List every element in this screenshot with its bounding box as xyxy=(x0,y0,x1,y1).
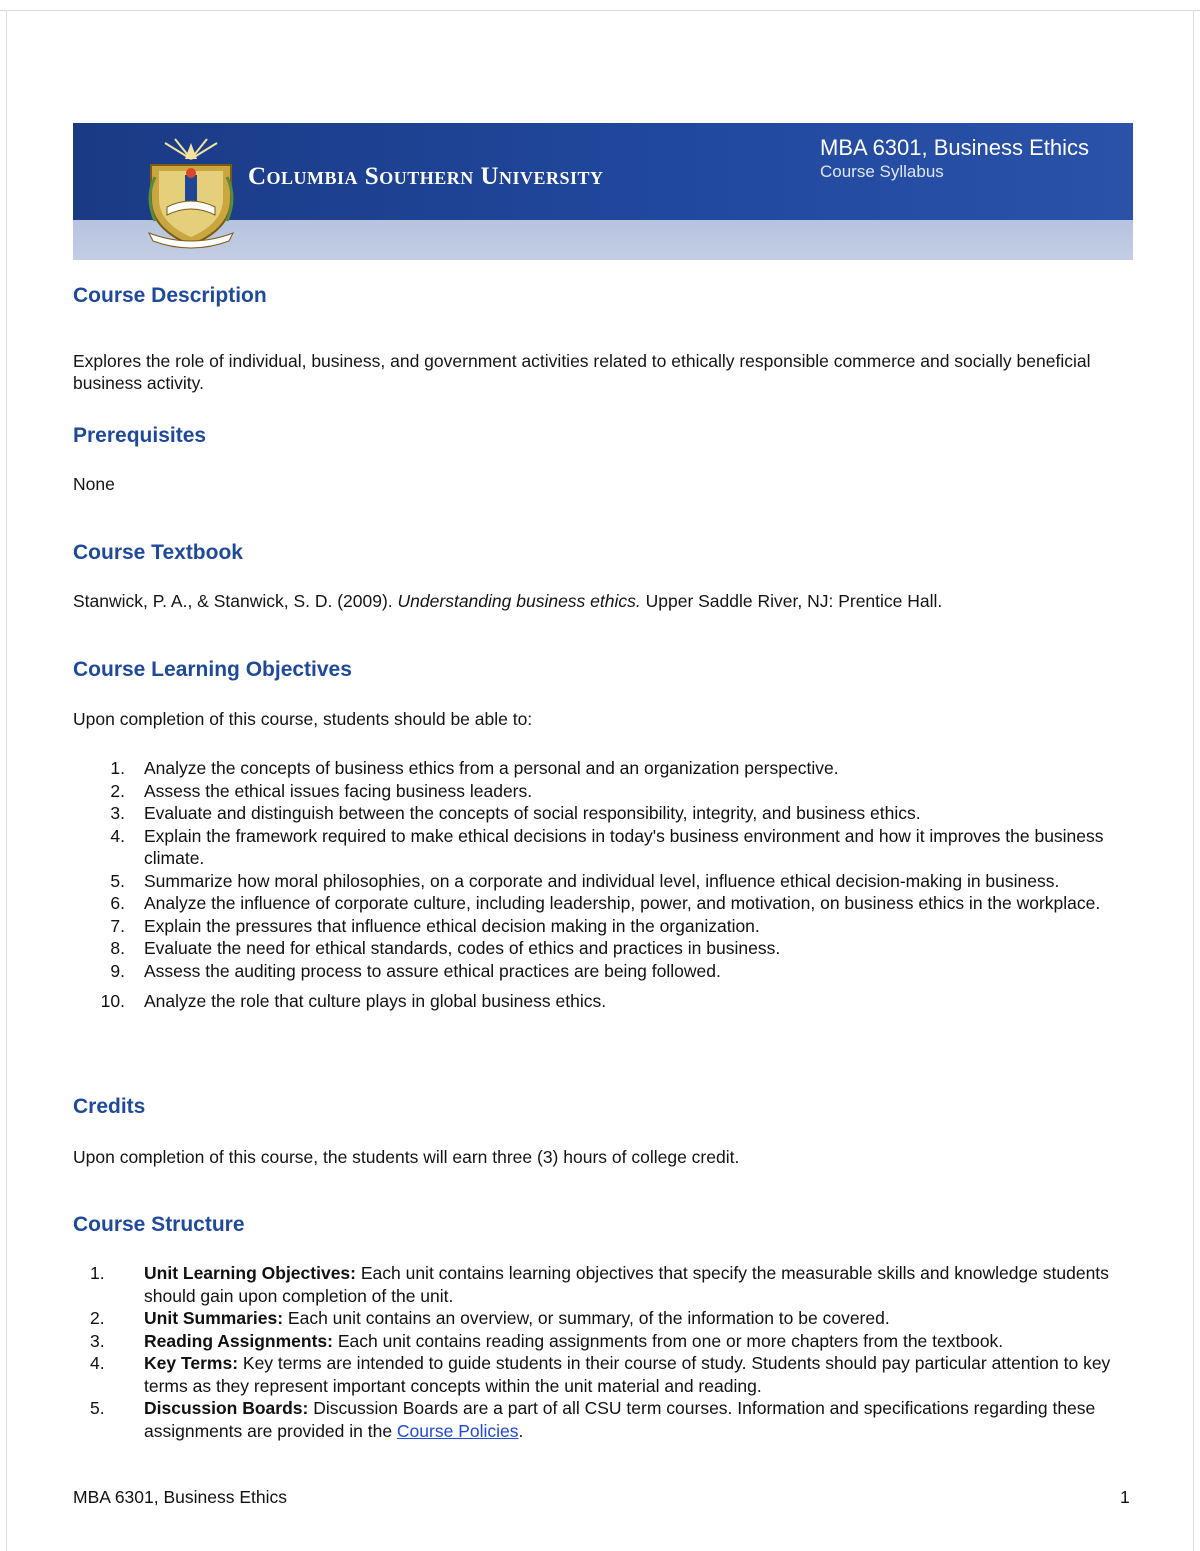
list-item: 5. Discussion Boards: Discussion Boards are a part of all CSU term courses. Information and specifications regarding these assignments are provided in the Course Policies. xyxy=(90,1398,1096,1441)
textbook-authors: Stanwick, P. A., & Stanwick, S. D. (2009). xyxy=(73,591,398,611)
footer-course-name: MBA 6301, Business Ethics xyxy=(73,1487,287,1507)
page-left-border xyxy=(6,10,7,1551)
list-item: 7. Explain the pressures that influence ethical decision making in the organization. xyxy=(110,915,760,936)
list-item: 10. Analyze the role that culture plays in global business ethics. xyxy=(100,991,607,1011)
list-item: 4. Key Terms: Key terms are intended to guide students in their course of study. Students should pay particular attention to key terms as they represent important concepts within the unit material and reading. xyxy=(90,1353,1111,1396)
list-item: 2. Assess the ethical issues facing business leaders. xyxy=(110,780,533,801)
credits-heading: Credits xyxy=(73,1095,146,1118)
list-item: 3. Evaluate and distinguish between the concepts of social responsibility, integrity, and business ethics. xyxy=(110,803,921,823)
course-policies-link[interactable]: Course Policies xyxy=(396,1420,519,1441)
course-structure-list xyxy=(73,1262,1133,1442)
credits-text: Upon completion of this course, the students will earn three (3) hours of college credit. xyxy=(73,1147,740,1167)
list-item: 4. Explain the framework required to make ethical decisions in today's business environment and how it improves the business climate. xyxy=(110,825,1104,868)
textbook-title: Understanding business ethics. xyxy=(397,591,641,611)
course-title: MBA 6301, Business Ethics xyxy=(820,135,1090,160)
university-crest-icon xyxy=(145,137,237,249)
learning-objectives-list xyxy=(73,757,1133,1013)
university-name: Columbia Southern University xyxy=(248,163,604,190)
list-item: 1. Analyze the concepts of business ethics from a personal and an organization perspective. xyxy=(110,758,839,778)
course-description-heading: Course Description xyxy=(73,284,267,307)
course-subtitle: Course Syllabus xyxy=(820,162,944,181)
list-item: 1. Unit Learning Objectives: Each unit contains learning objectives that specify the measurable skills and knowledge students should gain upon completion of the unit. xyxy=(90,1263,1109,1306)
list-item: 3. Reading Assignments: Each unit contains reading assignments from one or more chapters from the textbook. xyxy=(90,1330,1004,1351)
header-banner xyxy=(73,123,1133,260)
page-right-border xyxy=(1193,10,1194,1551)
learning-objectives-heading: Course Learning Objectives xyxy=(73,658,352,681)
list-item: 8. Evaluate the need for ethical standards, codes of ethics and practices in business. xyxy=(110,938,781,958)
course-textbook-heading: Course Textbook xyxy=(73,541,243,564)
list-item: 5. Summarize how moral philosophies, on a corporate and individual level, influence ethical decision-making in business. xyxy=(110,870,1060,891)
page-top-border xyxy=(0,10,1200,11)
textbook-publisher: Upper Saddle River, NJ: Prentice Hall. xyxy=(640,591,943,611)
prerequisites-text: None xyxy=(73,474,115,494)
course-description-text: Explores the role of individual, business, and government activities related to ethically responsible commerce and socially beneficial business activity. xyxy=(73,351,1091,393)
list-item: 2. Unit Summaries: Each unit contains an overview, or summary, of the information to be covered. xyxy=(90,1308,890,1328)
course-structure-heading: Course Structure xyxy=(73,1213,245,1236)
page-number: 1 xyxy=(1120,1487,1130,1507)
list-item: 6. Analyze the influence of corporate culture, including leadership, power, and motivation, on business ethics in the workplace. xyxy=(110,893,1101,913)
list-item: 9. Assess the auditing process to assure ethical practices are being followed. xyxy=(110,960,721,981)
prerequisites-heading: Prerequisites xyxy=(73,424,207,447)
learning-objectives-intro: Upon completion of this course, students should be able to: xyxy=(73,709,533,729)
textbook-citation xyxy=(73,590,942,612)
